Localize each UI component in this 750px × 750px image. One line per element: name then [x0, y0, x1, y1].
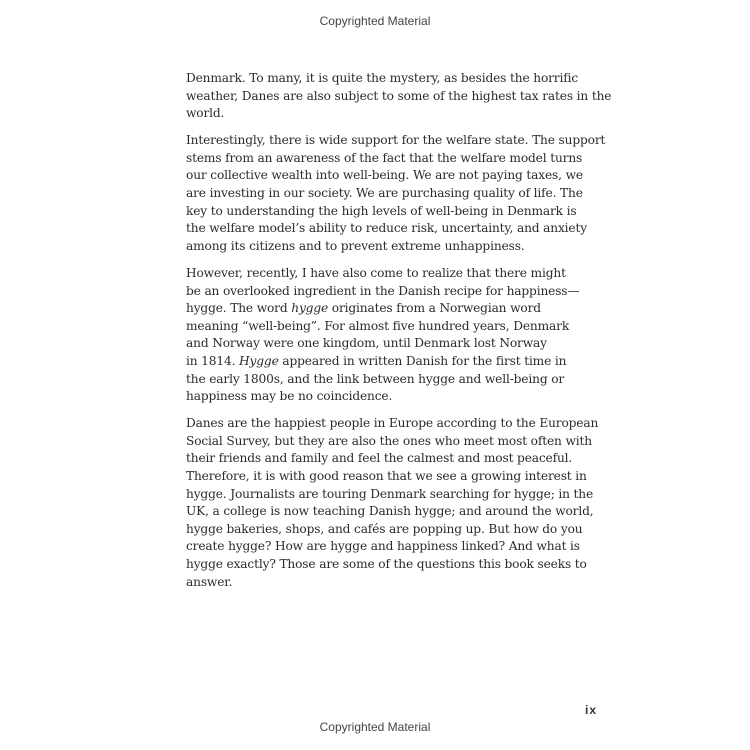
text-segment: hygge exactly? Those are some of the questions this book seeks to [186, 556, 587, 571]
text-line [186, 371, 586, 389]
text-line [186, 574, 586, 592]
text-line [186, 220, 586, 238]
paragraph [186, 132, 606, 255]
text-line [186, 283, 586, 301]
text-line [186, 556, 586, 574]
text-segment: Therefore, it is with good reason that we see a growing interest in [186, 468, 587, 483]
text-segment: weather, Danes are also subject to some of the highest tax rates in the [186, 88, 612, 103]
text-line [186, 450, 586, 468]
text-segment: key to understanding the high levels of well-being in Denmark is [186, 203, 577, 218]
text-line [186, 203, 586, 221]
text-segment: Interestingly, there is wide support for the welfare state. The support [186, 133, 606, 148]
text-segment: answer. [186, 574, 233, 589]
text-line [186, 88, 612, 106]
text-line [186, 150, 586, 168]
paragraph [186, 415, 599, 591]
text-segment: However, recently, I have also come to realize that there might [186, 265, 566, 280]
text-line [186, 538, 586, 556]
text-segment: hygge. Journalists are touring Denmark searching for hygge; in the [186, 486, 594, 501]
text-segment: UK, a college is now teaching Danish hygge; and around the world, [186, 504, 594, 519]
text-segment: are investing in our society. We are purchasing quality of life. The [186, 186, 583, 201]
text-segment: appeared in written Danish for the first time in [278, 353, 567, 368]
text-segment: world. [186, 106, 225, 121]
text-segment: stems from an awareness of the fact that the welfare model turns [186, 150, 583, 165]
text-line [186, 265, 586, 283]
text-line [186, 132, 606, 150]
body-text [186, 70, 612, 601]
text-segment: create hygge? How are hygge and happiness linked? And what is [186, 539, 580, 554]
text-line [186, 185, 586, 203]
text-line [186, 468, 586, 486]
text-line [186, 415, 599, 433]
text-line [186, 300, 586, 318]
text-segment: Social Survey, but they are also the ones who meet most often with [186, 433, 592, 448]
text-line [186, 318, 586, 336]
page-number: ix [585, 703, 598, 717]
copyright-footer: Copyrighted Material [319, 720, 431, 734]
text-line [186, 353, 586, 371]
text-segment: be an overlooked ingredient in the Danish recipe for happiness— [186, 283, 580, 298]
text-segment: meaning “well-being”. For almost five hundred years, Denmark [186, 318, 570, 333]
text-line [186, 167, 586, 185]
text-line [186, 486, 594, 504]
text-line [186, 521, 586, 539]
text-line [186, 335, 586, 353]
paragraph [186, 70, 612, 123]
text-segment: happiness may be no coincidence. [186, 389, 393, 404]
copyright-header: Copyrighted Material [319, 14, 431, 28]
text-line [186, 238, 586, 256]
text-segment: in 1814. [186, 353, 240, 368]
text-segment: and Norway were one kingdom, until Denmark lost Norway [186, 336, 547, 351]
text-segment: hygge bakeries, shops, and cafés are popping up. But how do you [186, 521, 583, 536]
text-line [186, 105, 586, 123]
text-line [186, 503, 594, 521]
text-segment: the early 1800s, and the link between hygge and well-being or [186, 371, 565, 386]
italic-text: Hygge [239, 353, 279, 368]
text-segment: among its citizens and to prevent extreme unhappiness. [186, 238, 525, 253]
text-segment: hygge. The word [186, 301, 292, 316]
text-segment: the welfare model’s ability to reduce risk, uncertainty, and anxiety [186, 221, 587, 236]
text-line [186, 388, 586, 406]
text-segment: Danes are the happiest people in Europe according to the European [186, 416, 599, 431]
text-line [186, 433, 592, 451]
text-segment: Denmark. To many, it is quite the mystery, as besides the horrific [186, 71, 579, 85]
text-line [186, 70, 586, 88]
text-segment: their friends and family and feel the calmest and most peaceful. [186, 451, 573, 466]
italic-text: hygge [291, 301, 329, 316]
text-segment: our collective wealth into well-being. We are not paying taxes, we [186, 168, 583, 183]
paragraph [186, 265, 586, 406]
text-segment: originates from a Norwegian word [328, 301, 541, 316]
